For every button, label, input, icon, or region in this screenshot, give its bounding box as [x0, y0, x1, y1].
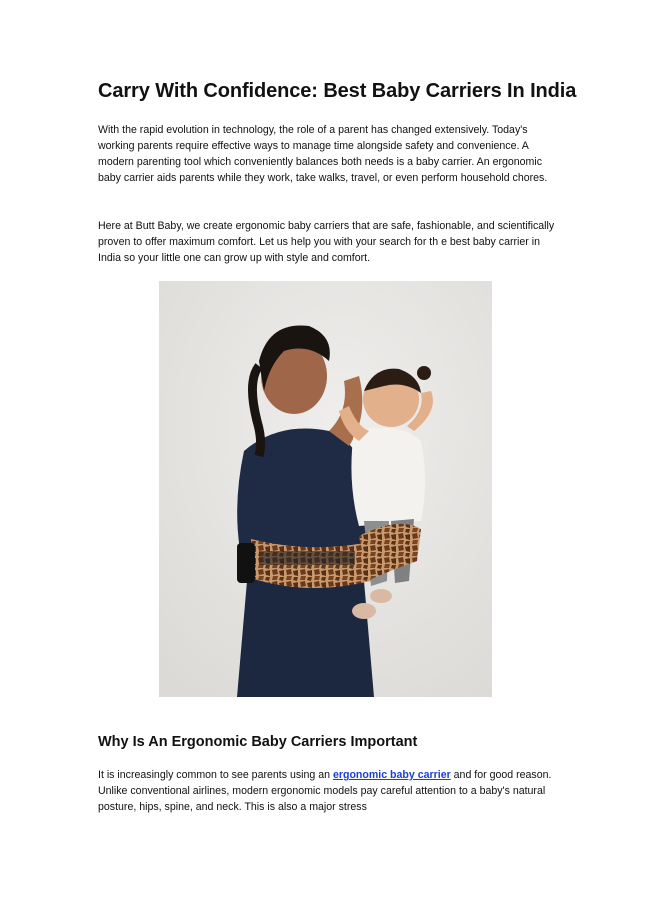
- brand-paragraph: Here at Butt Baby, we create ergonomic baby carriers that are safe, fashionable, and scientifically proven to offer maximum comfort. Let us help you with your search for th e best baby carrier in India so your little one can grow up with style and comfort.: [98, 220, 555, 264]
- intro-paragraph: With the rapid evolution in technology, the role of a parent has changed extensively. Today's working parents require effective ways to manage time alongside safety and convenience. A modern parenting tool which conveniently balances both needs is a baby carrier. An ergonomic baby carrier aids parents while they work, take walks, travel, or even perform household chores.: [98, 124, 548, 184]
- importance-paragraph: [98, 767, 558, 815]
- mother-baby-carrier-photo: [159, 281, 492, 697]
- ergonomic-baby-carrier-link[interactable]: ergonomic baby carrier: [332, 769, 451, 781]
- paragraph-text-end: and for good reason. Unlike conventional airlines, modern ergonomic models pay careful attention to a baby's natural posture, hips, spine, and neck. This is also a major stress: [98, 769, 552, 813]
- photo-illustration: [159, 281, 492, 697]
- section-heading: Why Is An Ergonomic Baby Carriers Important: [98, 734, 418, 750]
- page-title: Carry With Confidence: Best Baby Carriers In India: [98, 80, 577, 102]
- paragraph-text-start: It is increasingly common to see parents using an: [98, 769, 333, 781]
